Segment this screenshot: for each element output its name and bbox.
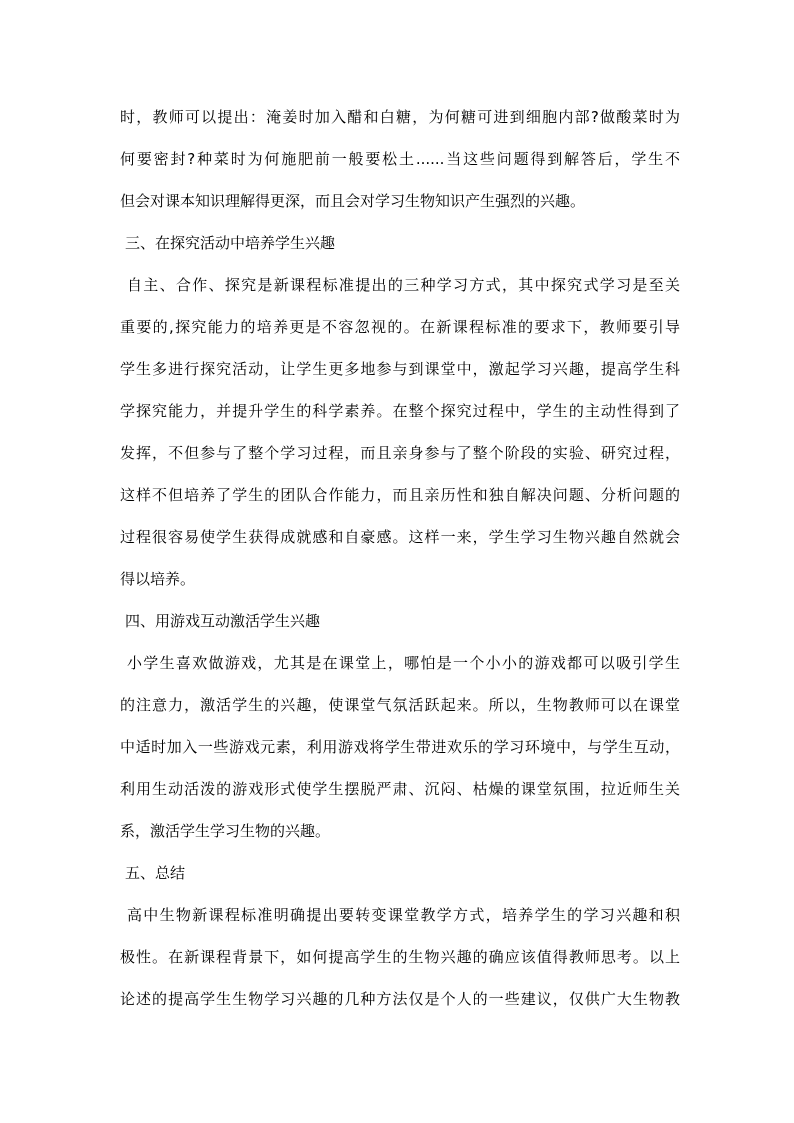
paragraph-3-line-5: 系，激活学生学习生物的兴趣。 bbox=[120, 822, 331, 840]
paragraph-4-line-3: 论述的提高学生生物学习兴趣的几种方法仅是个人的一些建议，仅供广大生物教 bbox=[120, 990, 680, 1008]
paragraph-2-line-4: 学探究能力，并提升学生的科学素养。在整个探究过程中，学生的主动性得到了 bbox=[120, 402, 680, 420]
section-heading-3: 三、在探究活动中培养学生兴趣 bbox=[125, 234, 336, 252]
paragraph-2-line-2: 重要的,探究能力的培养更是不容忽视的。在新课程标准的要求下，教师要引导 bbox=[120, 318, 680, 336]
paragraph-2-line-7: 过程很容易使学生获得成就感和自豪感。这样一来，学生学习生物兴趣自然就会 bbox=[120, 528, 680, 546]
paragraph-3-line-2: 的注意力，激活学生的兴趣，使课堂气氛活跃起来。所以，生物教师可以在课堂 bbox=[120, 696, 680, 714]
paragraph-3-line-3: 中适时加入一些游戏元素，利用游戏将学生带进欢乐的学习环境中，与学生互动， bbox=[120, 738, 680, 756]
paragraph-2-line-8: 得以培养。 bbox=[120, 570, 196, 588]
paragraph-1-line-1: 时，教师可以提出：淹姜时加入醋和白糖，为何糖可进到细胞内部?做酸菜时为 bbox=[120, 108, 680, 126]
paragraph-2-line-1: 自主、合作、探究是新课程标准提出的三种学习方式，其中探究式学习是至关 bbox=[127, 276, 680, 294]
paragraph-2-line-5: 发挥，不但参与了整个学习过程，而且亲身参与了整个阶段的实验、研究过程， bbox=[120, 444, 680, 462]
paragraph-4-line-2: 极性。在新课程背景下，如何提高学生的生物兴趣的确应该值得教师思考。以上 bbox=[120, 948, 680, 966]
paragraph-4-line-1: 高中生物新课程标准明确提出要转变课堂教学方式，培养学生的学习兴趣和积 bbox=[127, 906, 680, 924]
paragraph-2-line-6: 这样不但培养了学生的团队合作能力，而且亲历性和独自解决问题、分析问题的 bbox=[120, 486, 680, 504]
paragraph-2-line-3: 学生多进行探究活动，让学生更多地参与到课堂中，激起学习兴趣，提高学生科 bbox=[120, 360, 680, 378]
section-heading-5: 五、总结 bbox=[125, 864, 186, 882]
paragraph-3-line-1: 小学生喜欢做游戏，尤其是在课堂上，哪怕是一个小小的游戏都可以吸引学生 bbox=[127, 654, 680, 672]
paragraph-1-line-2: 何要密封?种菜时为何施肥前一般要松土......当这些问题得到解答后，学生不 bbox=[120, 150, 680, 168]
section-heading-4: 四、用游戏互动激活学生兴趣 bbox=[125, 612, 321, 630]
paragraph-3-line-4: 利用生动活泼的游戏形式使学生摆脱严肃、沉闷、枯燥的课堂氛围，拉近师生关 bbox=[120, 780, 680, 798]
paragraph-1-line-3: 但会对课本知识理解得更深，而且会对学习生物知识产生强烈的兴趣。 bbox=[120, 192, 586, 210]
